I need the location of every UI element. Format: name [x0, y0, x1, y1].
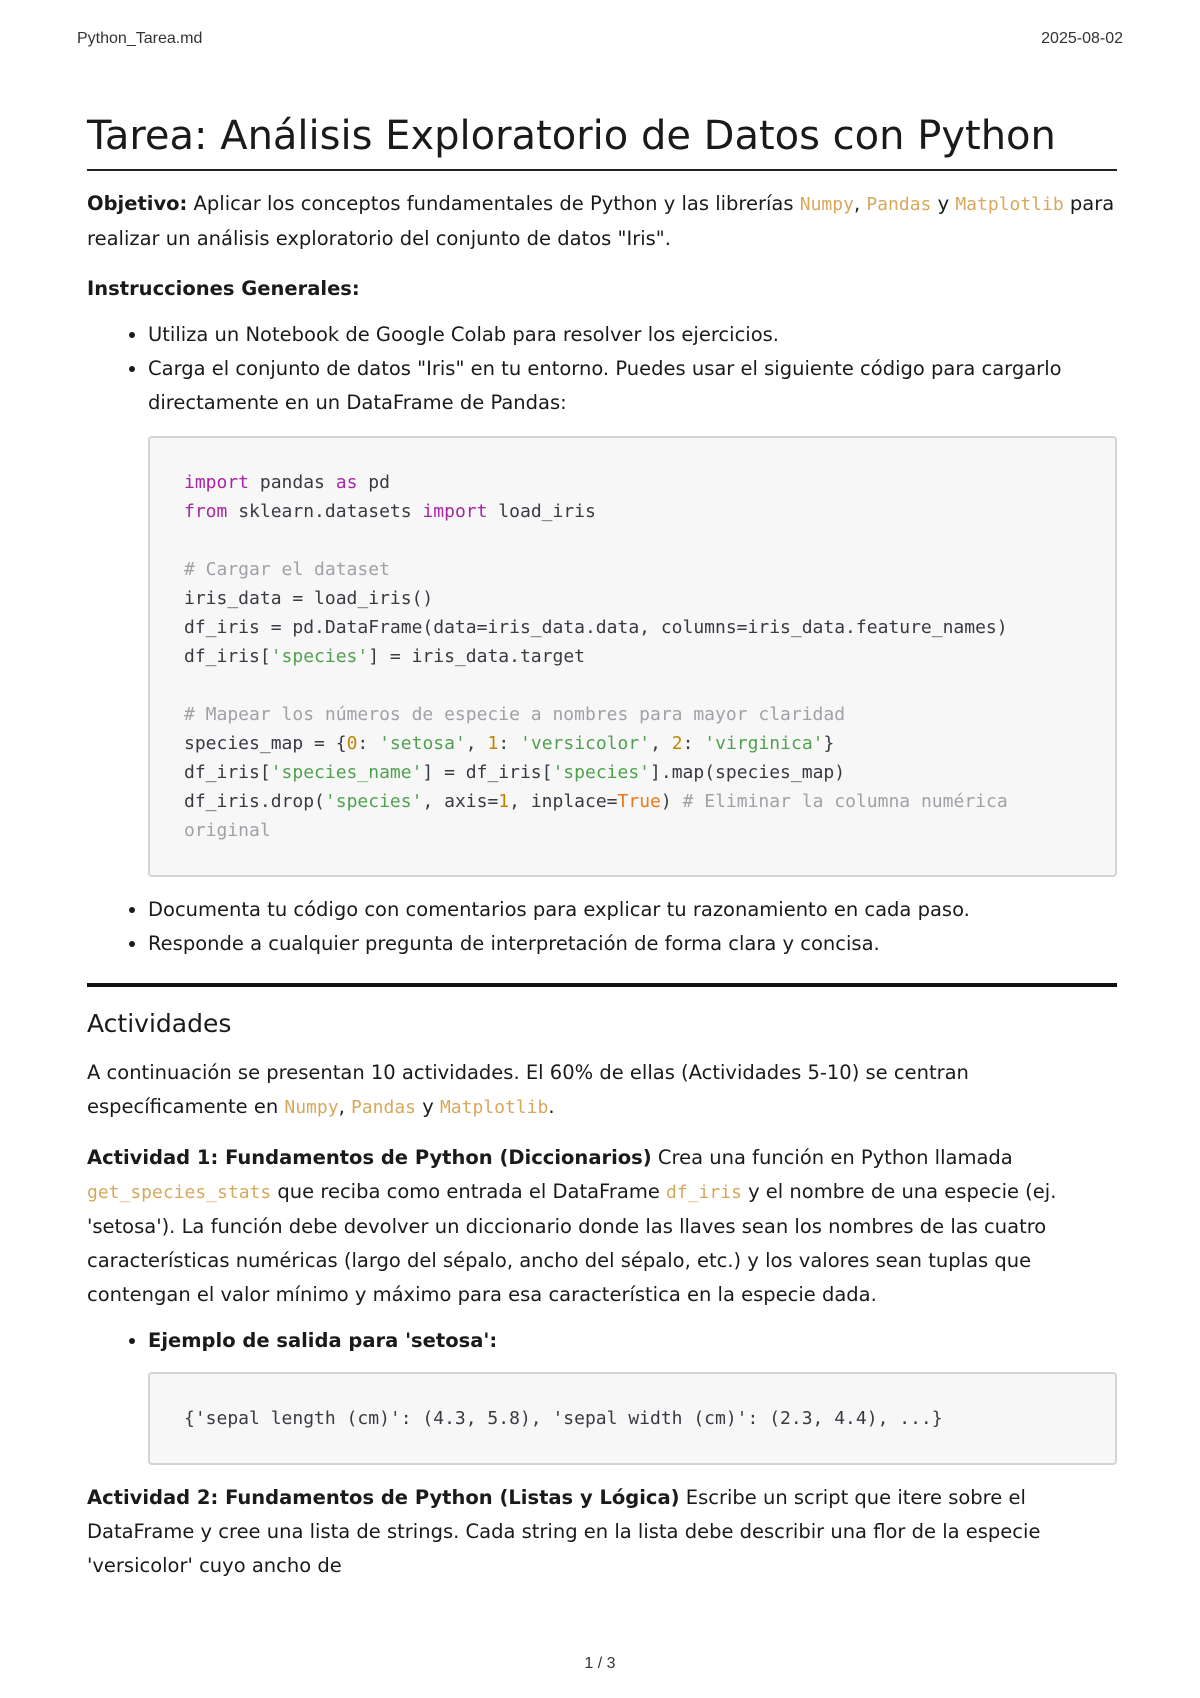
separator: . — [548, 1095, 555, 1118]
code-text: iris_data = load_iris() — [184, 588, 434, 609]
separator: y — [416, 1095, 440, 1118]
activity-text: Crea una función en Python llamada — [651, 1146, 1013, 1169]
code-text: , — [650, 733, 672, 754]
list-item: • Documenta tu código con comentarios para explicar tu razonamiento en cada paso. — [148, 893, 1117, 927]
activities-heading: Actividades — [87, 1009, 232, 1038]
code-text: df_iris[ — [184, 762, 271, 783]
example-label: Ejemplo de salida para 'setosa': — [148, 1329, 498, 1352]
instructions-heading — [87, 272, 1117, 306]
code-text: : — [357, 733, 380, 754]
code-text: ] = df_iris[ — [422, 762, 553, 783]
code-text: : — [498, 733, 521, 754]
lib-pandas: Pandas — [350, 1097, 416, 1118]
separator: y — [931, 192, 956, 215]
lib-matplotlib: Matplotlib — [955, 194, 1064, 215]
code-text: , axis= — [422, 791, 499, 812]
dataframe-name-code: df_iris — [666, 1182, 742, 1203]
objective-label: Objetivo: — [87, 192, 188, 215]
code-text: load_iris — [487, 501, 596, 522]
code-number: 1 — [487, 733, 499, 754]
code-block-example-output: {'sepal length (cm)': (4.3, 5.8), 'sepal width (cm)': (2.3, 4.4), ...} — [148, 1372, 1117, 1465]
code-string: 'virginica' — [704, 733, 824, 754]
header-filename: Python_Tarea.md — [77, 30, 203, 47]
code-comment: # Eliminar la columna numérica original — [184, 791, 1019, 841]
code-text: ].map(species_map) — [650, 762, 846, 783]
list-item — [148, 1324, 1117, 1358]
document-body — [87, 113, 1117, 1583]
objective-paragraph — [87, 187, 1117, 256]
activity-2-paragraph — [87, 1481, 1117, 1583]
code-string: 'species' — [552, 762, 651, 783]
code-text: df_iris.drop( — [184, 791, 325, 812]
code-text: ) — [660, 791, 683, 812]
code-string: 'species_name' — [270, 762, 423, 783]
code-string: 'setosa' — [379, 733, 466, 754]
header-date: 2025-08-02 — [1041, 30, 1123, 47]
list-item: • Responde a cualquier pregunta de interpretación de forma clara y concisa. — [148, 927, 1117, 961]
activity-text: y el nombre de una especie (ej. 'setosa'). La función debe devolver un diccionario donde las llaves sean los nombres de las cuatro características numéricas (largo del sépalo, ancho del sépalo, etc.) y los valores sean tuplas que contengan el valor mínimo y máximo para esa característica en la especie dada. — [87, 1180, 1057, 1306]
activities-intro — [87, 1056, 1117, 1125]
page-number: 1 / 3 — [584, 1655, 616, 1672]
code-text: pandas — [249, 472, 336, 493]
guidelines-list — [87, 893, 1117, 961]
objective-text-end: para realizar un análisis exploratorio del conjunto de datos "Iris". — [87, 192, 1115, 250]
code-block-load-iris — [148, 436, 1117, 877]
activity-text: que reciba como entrada el DataFrame — [271, 1180, 667, 1203]
code-string: 'species' — [324, 791, 423, 812]
code-text: , — [465, 733, 488, 754]
list-item: • Carga el conjunto de datos "Iris" en tu entorno. Puedes usar el siguiente código para cargarlo directamente en un DataFrame de Pandas: — [148, 352, 1117, 420]
lib-matplotlib: Matplotlib — [439, 1097, 549, 1118]
intro-text: A continuación se presentan 10 actividades. El 60% de ellas (Actividades 5-10) se centran específicamente en — [87, 1061, 969, 1118]
code-text: df_iris[ — [184, 646, 271, 667]
code-keyword: import — [422, 501, 488, 522]
code-text: ] = iris_data.target — [368, 646, 585, 667]
code-text: sklearn.datasets — [227, 501, 423, 522]
code-text: , inplace= — [509, 791, 618, 812]
lib-pandas: Pandas — [866, 194, 932, 215]
code-keyword: from — [184, 501, 228, 522]
lib-numpy: Numpy — [799, 194, 854, 215]
separator: , — [853, 192, 867, 215]
lib-numpy: Numpy — [284, 1097, 339, 1118]
code-string: 'versicolor' — [520, 733, 651, 754]
code-text: pd — [357, 472, 390, 493]
instructions-list — [87, 318, 1117, 420]
activity-1-paragraph — [87, 1141, 1117, 1312]
code-number: 1 — [498, 791, 510, 812]
activity-2-label: Actividad 2: Fundamentos de Python (Listas y Lógica) — [87, 1486, 680, 1509]
code-text: } — [823, 733, 835, 754]
code-boolean: True — [617, 791, 661, 812]
activity-1-label: Actividad 1: Fundamentos de Python (Diccionarios) — [87, 1146, 652, 1169]
list-item: • Utiliza un Notebook de Google Colab para resolver los ejercicios. — [148, 318, 1117, 352]
activity-text: Escribe un script que itere sobre el DataFrame y cree una lista de strings. Cada string en la lista debe describir una flor de la especie 'versicolor' cuyo ancho de — [87, 1486, 1041, 1577]
code-comment: # Cargar el dataset — [184, 559, 390, 580]
code-keyword: as — [335, 472, 358, 493]
code-text: : — [682, 733, 705, 754]
function-name-code: get_species_stats — [87, 1182, 272, 1203]
code-string: 'species' — [270, 646, 369, 667]
page-title: Tarea: Análisis Exploratorio de Datos con Python — [87, 113, 1117, 171]
code-keyword: import — [184, 472, 250, 493]
code-number: 0 — [346, 733, 358, 754]
code-text: species_map = { — [184, 733, 347, 754]
code-number: 2 — [671, 733, 683, 754]
separator: , — [338, 1095, 351, 1118]
objective-text: Aplicar los conceptos fundamentales de Python y las librerías — [187, 192, 800, 215]
section-divider — [87, 983, 1117, 987]
activity-1-list — [87, 1324, 1117, 1358]
instructions-heading-text: Instrucciones Generales: — [87, 277, 360, 300]
code-text: df_iris = pd.DataFrame(data=iris_data.data, columns=iris_data.feature_names) — [184, 617, 1008, 638]
code-comment: # Mapear los números de especie a nombres para mayor claridad — [184, 704, 846, 725]
